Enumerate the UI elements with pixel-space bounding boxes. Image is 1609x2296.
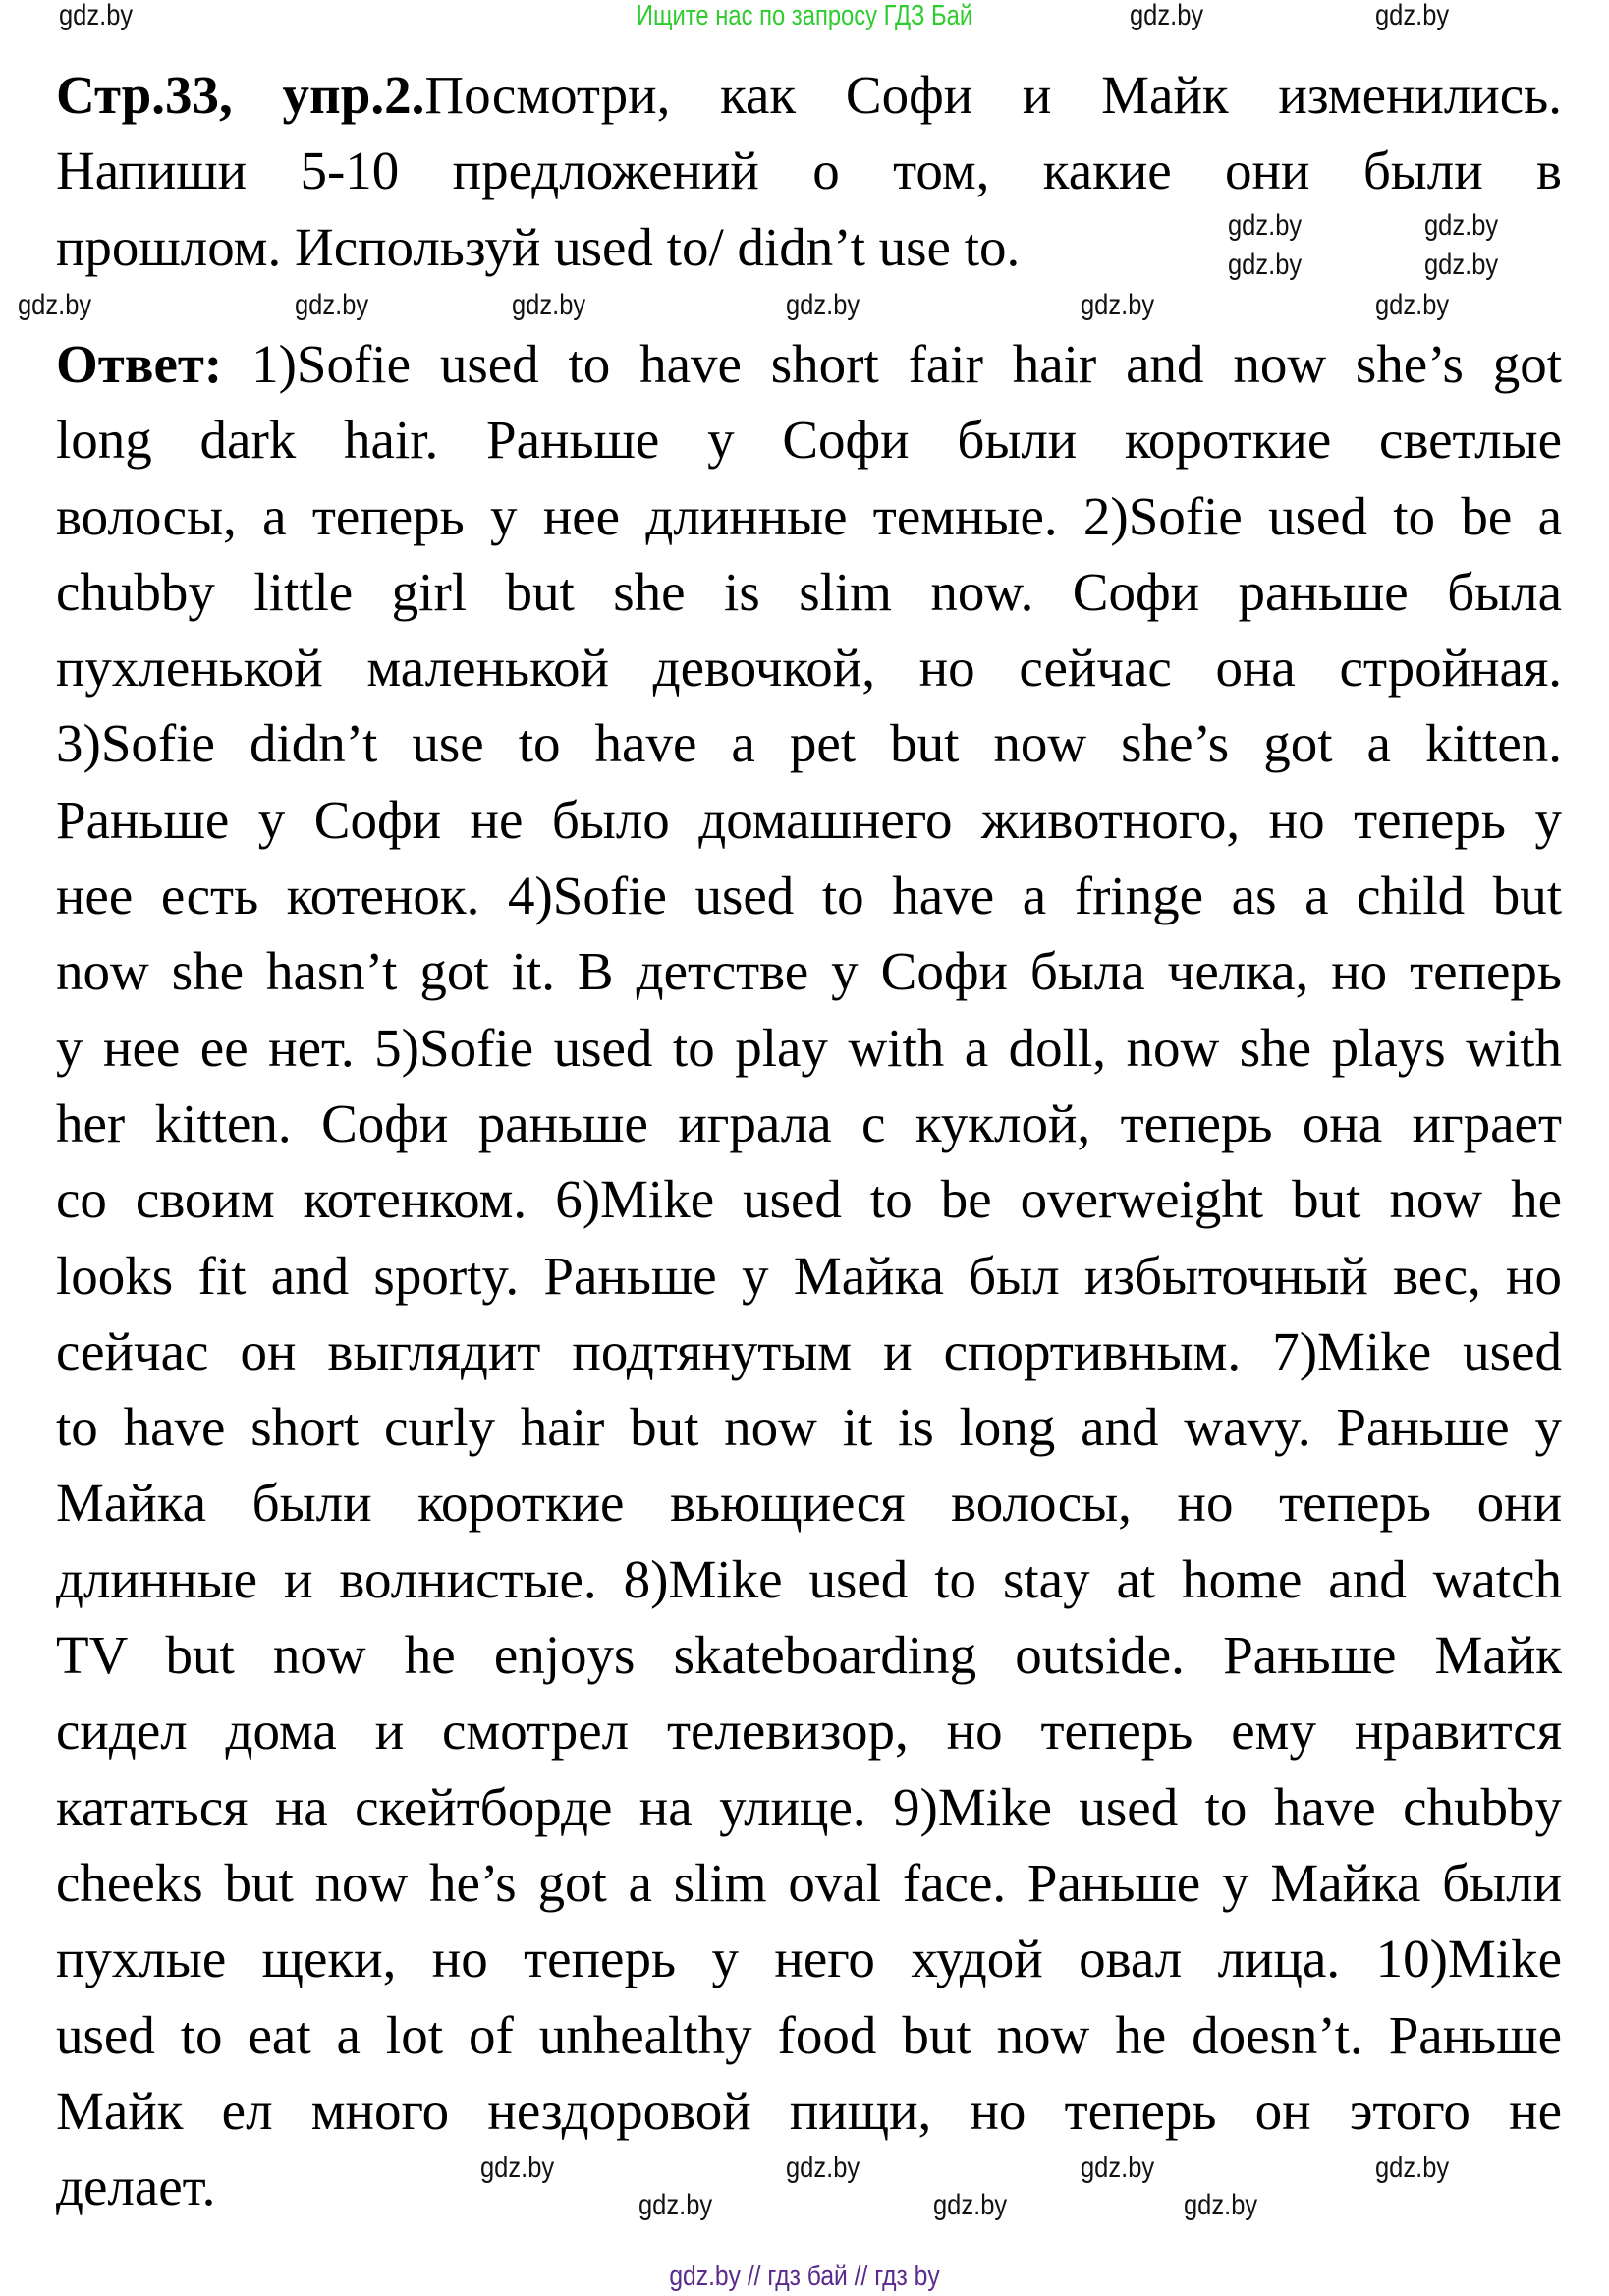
- text-line: [56, 630, 1562, 705]
- watermark: gdz.by: [786, 289, 860, 321]
- watermark: gdz.by: [1375, 289, 1450, 321]
- line-text: у нее ее нет. 5)Sofie used to play with a doll, now she plays with: [56, 1017, 1562, 1078]
- bold-heading: Стр.33, упр.2.: [56, 65, 425, 125]
- watermark: gdz.by: [1424, 209, 1499, 242]
- watermark: gdz.by: [1081, 289, 1155, 321]
- answer-text: [56, 326, 1562, 2224]
- text-line: [56, 1086, 1562, 1161]
- watermark: gdz.by: [1375, 0, 1450, 31]
- text-line: [56, 1617, 1562, 1693]
- bold-heading: Ответ:: [56, 334, 223, 394]
- watermark: gdz.by: [1130, 0, 1204, 31]
- line-text: Майк ел много нездоровой пищи, но теперь он этого не: [56, 2080, 1562, 2141]
- line-text: кататься на скейтборде на улице. 9)Mike used to have chubby: [56, 1776, 1562, 1837]
- text-line: [56, 2073, 1562, 2149]
- text-line: [56, 1921, 1562, 1996]
- line-text: Майка были короткие вьющиеся волосы, но теперь они: [56, 1473, 1562, 1534]
- text-line: [56, 1161, 1562, 1237]
- line-text: со своим котенком. 6)Mike used to be overweight but now he: [56, 1169, 1562, 1230]
- text-line: [56, 1845, 1562, 1921]
- text-line: [56, 1693, 1562, 1768]
- watermark: gdz.by: [1081, 2152, 1155, 2184]
- line-text: looks fit and sporty. Раньше у Майка был избыточный вес, но: [56, 1245, 1562, 1306]
- text-line: [56, 133, 1562, 208]
- text-line: [56, 1238, 1562, 1314]
- text-line: [56, 1010, 1562, 1086]
- text-line: [56, 1997, 1562, 2073]
- watermark: gdz.by: [1228, 249, 1303, 281]
- line-text: пухленькой маленькой девочкой, но сейчас она стройная.: [56, 638, 1562, 699]
- line-text: used to eat a lot of unhealthy food but now he doesn’t. Раньше: [56, 2004, 1562, 2065]
- watermark: gdz.by: [295, 289, 369, 321]
- line-text: прошлом. Используй used to/ didn’t use to.: [56, 216, 1021, 277]
- text-line: [56, 326, 1562, 402]
- watermark: gdz.by: [1375, 2152, 1450, 2184]
- watermark: gdz.by: [59, 0, 134, 31]
- watermark: gdz.by: [18, 289, 92, 321]
- watermark: gdz.by: [1184, 2189, 1258, 2221]
- text-line: [56, 705, 1562, 781]
- line-text: cheeks but now he’s got a slim oval face. Раньше у Майка были: [56, 1852, 1562, 1913]
- text-line: [56, 1314, 1562, 1389]
- search-banner: Ищите нас по запросу ГДЗ Бай: [636, 0, 973, 31]
- line-text: 1)Sofie used to have short fair hair and now she’s got: [222, 334, 1562, 394]
- text-line: [56, 1541, 1562, 1617]
- line-text: сидел дома и смотрел телевизор, но теперь ему нравится: [56, 1701, 1562, 1762]
- footer-links[interactable]: gdz.by // гдз бай // гдз by: [669, 2261, 940, 2292]
- line-text: her kitten. Софи раньше играла с куклой, теперь она играет: [56, 1092, 1562, 1153]
- watermark: gdz.by: [933, 2189, 1008, 2221]
- text-line: [56, 554, 1562, 630]
- line-text: делает.: [56, 2156, 216, 2217]
- task-statement: [56, 57, 1562, 285]
- line-text: to have short curly hair but now it is long and wavy. Раньше у: [56, 1397, 1562, 1458]
- watermark: gdz.by: [638, 2189, 713, 2221]
- text-line: [56, 1389, 1562, 1465]
- text-line: [56, 478, 1562, 554]
- text-line: [56, 209, 1562, 285]
- text-line: [56, 402, 1562, 477]
- line-text: длинные и волнистые. 8)Mike used to stay at home and watch: [56, 1548, 1562, 1609]
- line-text: Раньше у Софи не было домашнего животного, но теперь у: [56, 789, 1562, 850]
- text-line: [56, 1465, 1562, 1540]
- line-text: Напиши 5-10 предложений о том, какие они были в: [56, 140, 1562, 201]
- line-text: волосы, а теперь у нее длинные темные. 2)Sofie used to be a: [56, 485, 1562, 546]
- watermark: gdz.by: [1228, 209, 1303, 242]
- line-text: нее есть котенок. 4)Sofie used to have a fringe as a child but: [56, 866, 1562, 926]
- watermark: gdz.by: [786, 2152, 860, 2184]
- line-text: пухлые щеки, но теперь у него худой овал лица. 10)Mike: [56, 1929, 1562, 1989]
- line-text: chubby little girl but she is slim now. Софи раньше была: [56, 561, 1562, 622]
- line-text: TV but now he enjoys skateboarding outside. Раньше Майк: [56, 1625, 1562, 1686]
- line-text: 3)Sofie didn’t use to have a pet but now she’s got a kitten.: [56, 713, 1562, 774]
- line-text: Посмотри, как Софи и Майк изменились.: [424, 65, 1562, 125]
- watermark: gdz.by: [1424, 249, 1499, 281]
- text-line: [56, 858, 1562, 933]
- line-text: now she hasn’t got it. В детстве у Софи была челка, но теперь: [56, 941, 1562, 1002]
- text-line: [56, 1769, 1562, 1845]
- text-line: [56, 782, 1562, 858]
- line-text: сейчас он выглядит подтянутым и спортивным. 7)Mike used: [56, 1320, 1562, 1381]
- watermark: gdz.by: [480, 2152, 555, 2184]
- text-line: [56, 933, 1562, 1009]
- watermark: gdz.by: [512, 289, 586, 321]
- text-line: [56, 57, 1562, 133]
- line-text: long dark hair. Раньше у Софи были короткие светлые: [56, 410, 1562, 471]
